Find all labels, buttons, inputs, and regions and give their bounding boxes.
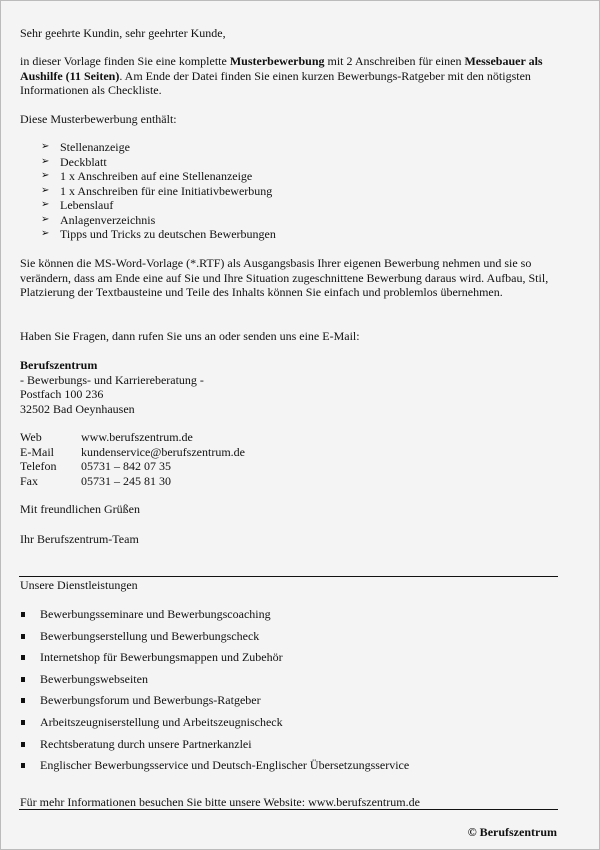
service-label: Bewerbungsforum und Bewerbungs-Ratgeber xyxy=(40,693,261,708)
phone-value: 05731 – 842 07 35 xyxy=(81,459,171,473)
contents-list xyxy=(20,140,560,242)
list-item xyxy=(20,198,560,213)
square-bullet-icon xyxy=(21,698,25,703)
contact-label: Web xyxy=(20,430,42,444)
contact-label: Fax xyxy=(20,473,38,488)
list-item xyxy=(20,155,560,170)
intro-bold: Musterbewerbung xyxy=(229,54,325,68)
contact-row-phone xyxy=(20,459,560,474)
arrow-bullet-icon: ➢ xyxy=(41,199,50,210)
service-label: Bewerbungswebseiten xyxy=(40,671,148,686)
list-item xyxy=(20,213,560,228)
list-item-label: Deckblatt xyxy=(60,154,107,169)
company-name: Berufszentrum xyxy=(20,358,98,372)
list-item-label: Lebenslauf xyxy=(60,198,114,212)
service-label: Englischer Bewerbungsservice und Deutsch-Englischer Übersetzungsservice xyxy=(40,758,410,773)
square-bullet-icon xyxy=(21,612,25,617)
contents-heading: Diese Musterbewerbung enthält: xyxy=(20,112,177,126)
service-label: Internetshop für Bewerbungsmappen und Zubehör xyxy=(40,650,283,665)
greeting: Sehr geehrte Kundin, sehr geehrter Kunde, xyxy=(20,26,226,40)
closing: Mit freundlichen Grüßen xyxy=(20,502,140,516)
website-link[interactable]: www.berufszentrum.de xyxy=(81,430,193,444)
square-bullet-icon xyxy=(21,677,25,682)
intro-paragraph xyxy=(20,54,565,98)
square-bullet-icon xyxy=(21,634,25,639)
address-block xyxy=(20,358,560,416)
square-bullet-icon xyxy=(21,655,25,660)
signature: Ihr Berufszentrum-Team xyxy=(20,532,139,546)
arrow-bullet-icon: ➢ xyxy=(41,228,50,239)
service-label: Arbeitszeugniserstellung und Arbeitszeugnischeck xyxy=(40,714,283,729)
list-item xyxy=(20,227,560,242)
email-link[interactable]: kundenservice@berufszentrum.de xyxy=(81,444,245,459)
service-label: Bewerbungsseminare und Bewerbungscoaching xyxy=(40,607,271,621)
list-item-label: Tipps und Tricks zu deutschen Bewerbungen xyxy=(60,227,276,241)
address-line: Postfach 100 236 xyxy=(20,387,104,401)
fax-value: 05731 – 245 81 30 xyxy=(81,473,171,488)
divider-top xyxy=(19,576,558,577)
list-item xyxy=(20,140,560,155)
intro-text: mit 2 Anschreiben für einen xyxy=(324,54,465,68)
service-item xyxy=(20,758,560,780)
service-item xyxy=(20,650,560,672)
list-item xyxy=(20,184,560,199)
service-item xyxy=(20,607,560,629)
list-item-label: Anlagenverzeichnis xyxy=(60,212,156,227)
arrow-bullet-icon: ➢ xyxy=(41,184,50,196)
address-line: - Bewerbungs- und Karriereberatung - xyxy=(20,372,204,387)
arrow-bullet-icon: ➢ xyxy=(41,170,50,181)
divider-bottom xyxy=(19,809,558,810)
service-item xyxy=(20,737,560,759)
service-item xyxy=(20,629,560,651)
services-list xyxy=(20,607,560,780)
service-item xyxy=(20,693,560,715)
service-item xyxy=(20,715,560,737)
service-label: Bewerbungserstellung und Bewerbungscheck xyxy=(40,628,260,643)
square-bullet-icon xyxy=(21,720,25,725)
square-bullet-icon xyxy=(21,763,25,768)
list-item-label: 1 x Anschreiben auf eine Stellenanzeige xyxy=(60,169,253,183)
list-item-label: Stellenanzeige xyxy=(60,140,130,154)
questions-text: Haben Sie Fragen, dann rufen Sie uns an oder senden uns eine E-Mail: xyxy=(20,329,360,343)
intro-text: in dieser Vorlage finden Sie eine komplette xyxy=(20,54,230,68)
contact-label: E-Mail xyxy=(20,444,54,459)
usage-paragraph: Sie können die MS-Word-Vorlage (*.RTF) als Ausgangsbasis Ihrer eigenen Bewerbung nehmen und sie so verändern, dass am Ende eine auf Sie und Ihre Situation zugeschnittene Bewerbung daraus wird. Aufbau, Stil, Platzierung der Textbausteine und Teile des Inhalts können Sie einfach und problemlos übernehmen. xyxy=(20,256,549,299)
intro-bold: Messebauer als Aushilfe (11 Seiten) xyxy=(20,54,543,83)
address-line: 32502 Bad Oeynhausen xyxy=(20,401,135,416)
contact-table xyxy=(20,430,560,488)
square-bullet-icon xyxy=(21,742,25,747)
arrow-bullet-icon: ➢ xyxy=(41,213,50,225)
more-info-text: Für mehr Informationen besuchen Sie bitte unsere Website: www.berufszentrum.de xyxy=(20,795,420,809)
service-item xyxy=(20,672,560,694)
contact-row-web xyxy=(20,430,560,445)
list-item xyxy=(20,169,560,184)
services-heading: Unsere Dienstleistungen xyxy=(20,578,138,592)
arrow-bullet-icon: ➢ xyxy=(41,155,50,167)
contact-label: Telefon xyxy=(20,459,57,473)
contact-row-email xyxy=(20,445,560,460)
arrow-bullet-icon: ➢ xyxy=(41,141,50,152)
contact-row-fax xyxy=(20,474,560,489)
copyright: © Berufszentrum xyxy=(467,825,557,839)
intro-text: . Am Ende der Datei finden Sie einen kurzen Bewerbungs-Ratgeber mit den nötigsten Informationen als Checkliste. xyxy=(20,68,531,97)
service-label: Rechtsberatung durch unsere Partnerkanzlei xyxy=(40,736,252,751)
list-item-label: 1 x Anschreiben für eine Initiativbewerbung xyxy=(60,183,273,198)
